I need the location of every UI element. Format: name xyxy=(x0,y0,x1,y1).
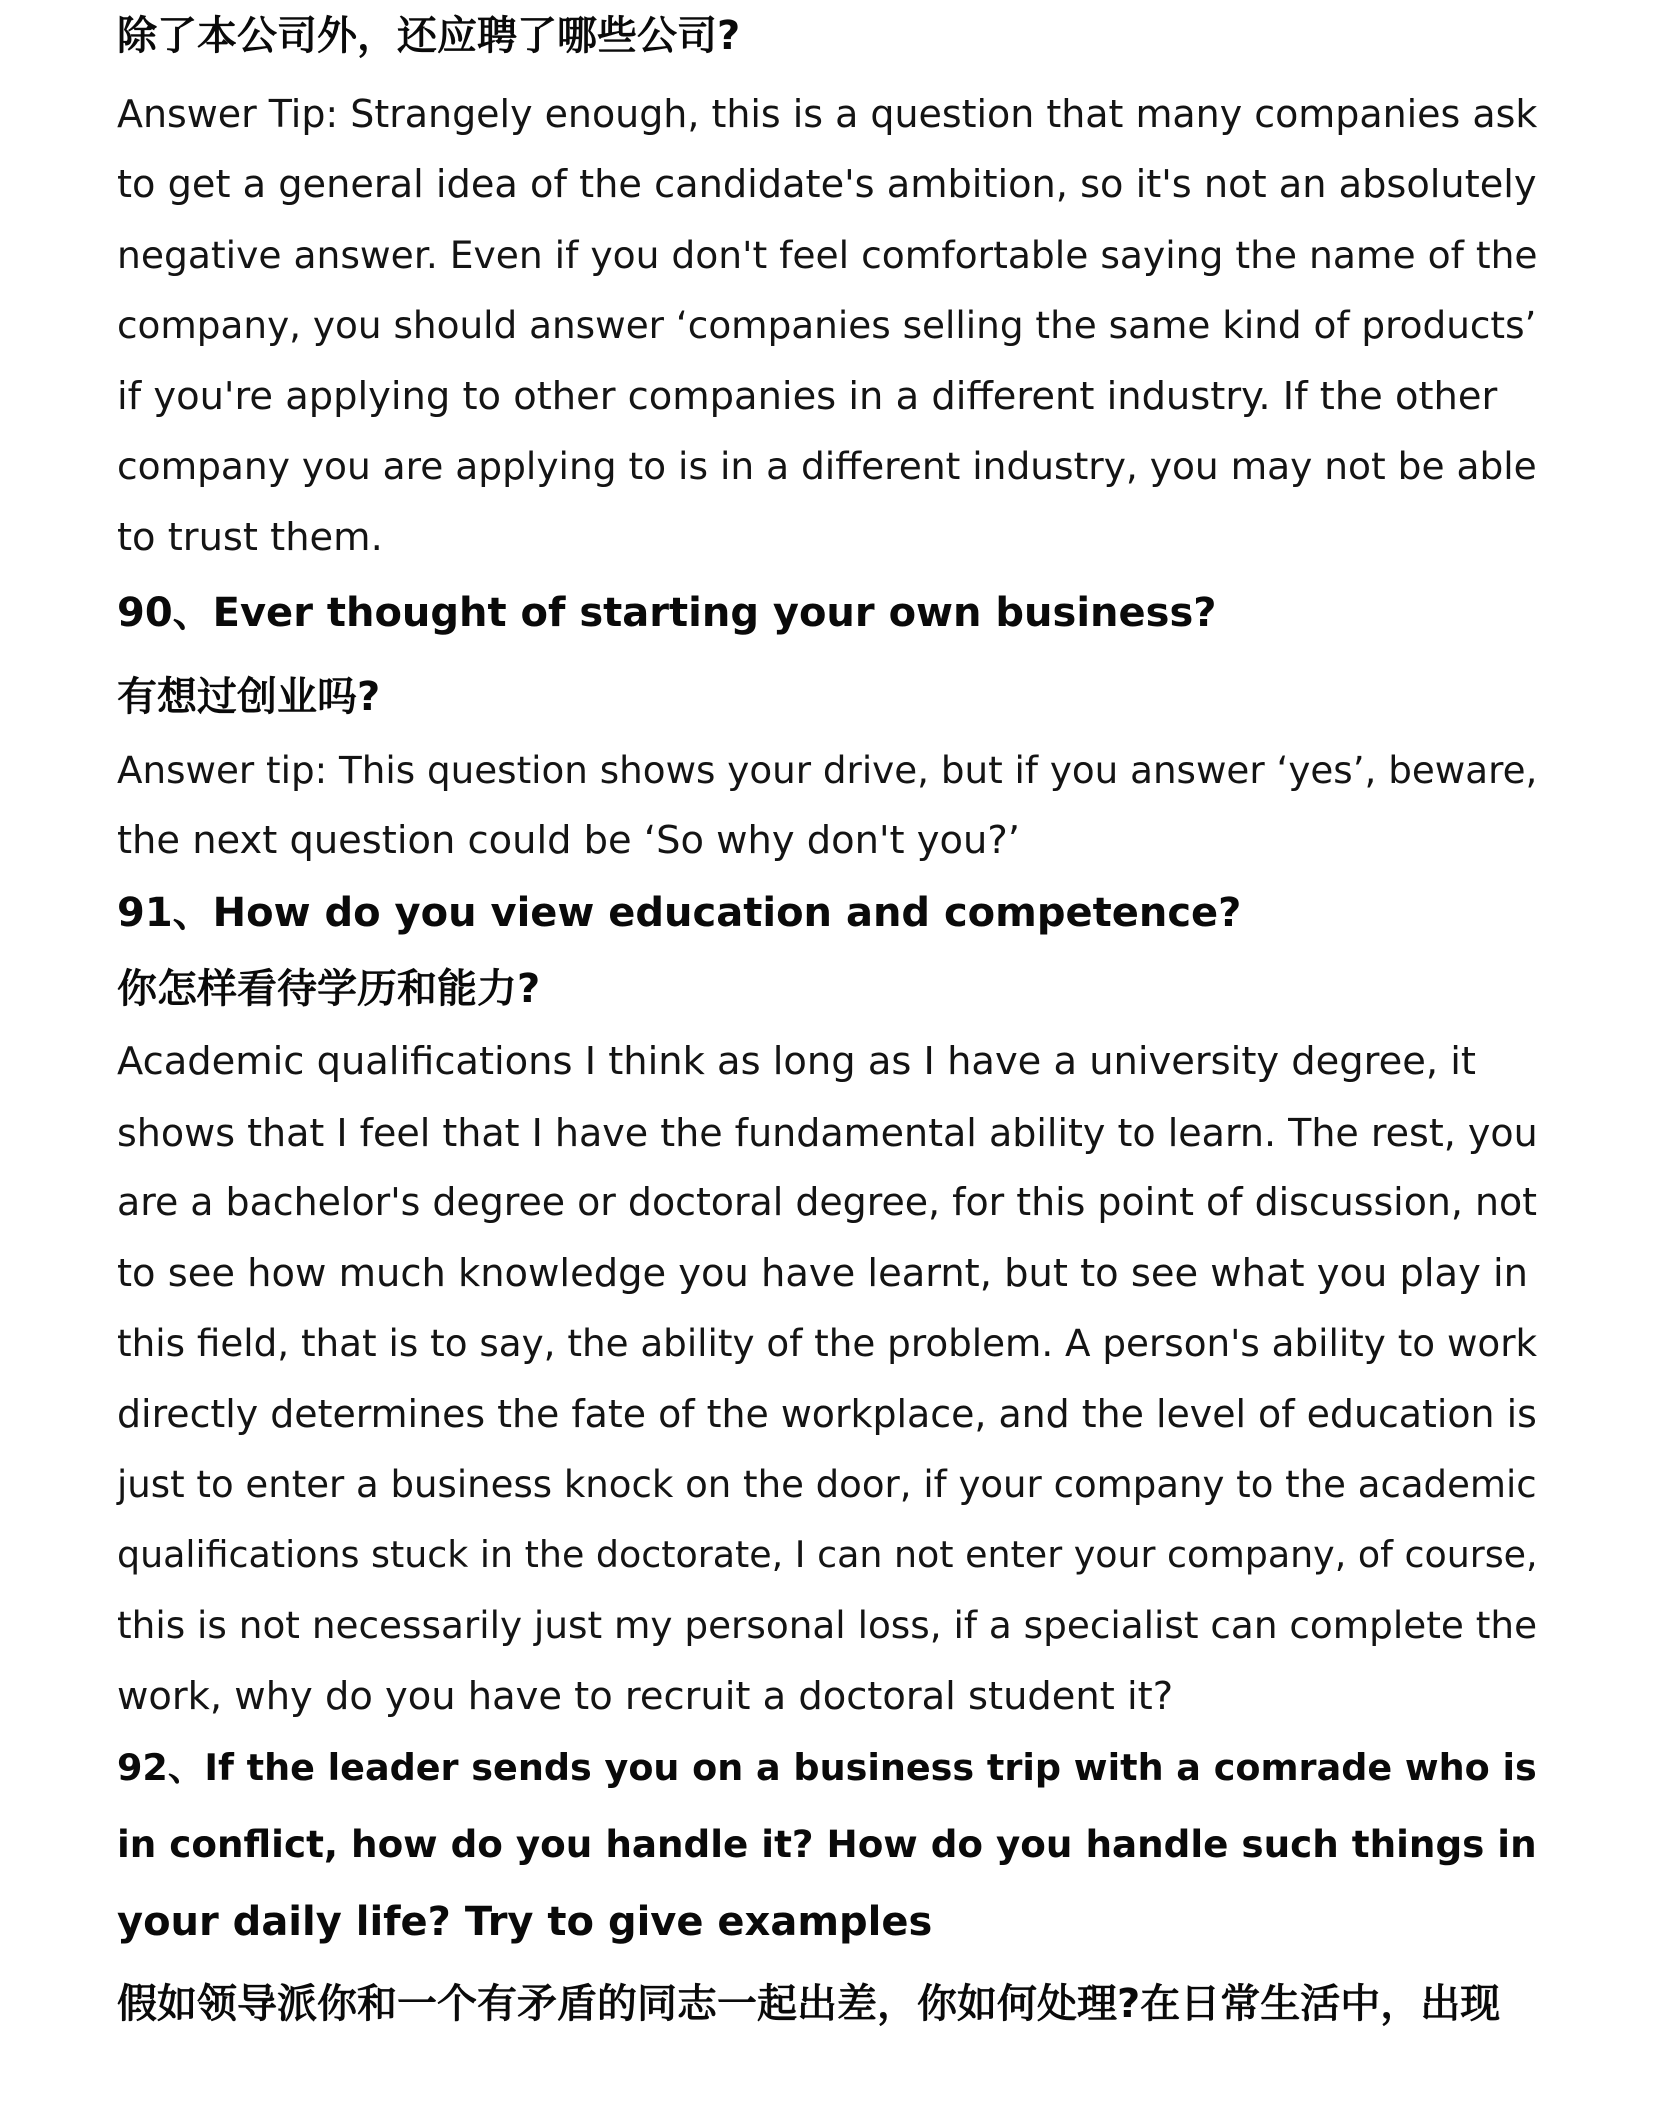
answer-line: if you're applying to other companies in a different industry. If the other xyxy=(117,374,1498,419)
question-title-en: in conflict, how do you handle it? How do you handle such things in xyxy=(117,1822,1537,1866)
answer-line: just to enter a business knock on the door, if your company to the academic xyxy=(117,1463,1537,1506)
answer-line: shows that I feel that I have the fundamental ability to learn. The rest, you xyxy=(117,1111,1538,1155)
answer-line: negative answer. Even if you don't feel comfortable saying the name of the xyxy=(117,233,1538,277)
answer-line: the next question could be ‘So why don't you?’ xyxy=(117,818,1020,863)
question-title-cn: 你怎样看待学历和能力? xyxy=(117,966,541,1012)
answer-line: to see how much knowledge you have learnt, but to see what you play in xyxy=(117,1251,1529,1296)
question-title-en: your daily life? Try to give examples xyxy=(117,1899,933,1945)
question-title-en: 91、How do you view education and competence? xyxy=(117,890,1242,936)
answer-line: Academic qualifications I think as long as I have a university degree, it xyxy=(117,1039,1476,1084)
answer-line: company you are applying to is in a different industry, you may not be able xyxy=(117,444,1537,488)
question-title-cn: 假如领导派你和一个有矛盾的同志一起出差，你如何处理?在日常生活中，出现 xyxy=(117,1981,1501,2027)
question-title-cn: 除了本公司外，还应聘了哪些公司? xyxy=(117,13,741,59)
answer-line: qualifications stuck in the doctorate, I can not enter your company, of course, xyxy=(117,1533,1538,1576)
answer-line: work, why do you have to recruit a doctoral student it? xyxy=(117,1674,1174,1719)
question-title-en: 92、If the leader sends you on a business trip with a comrade who is xyxy=(117,1746,1537,1789)
answer-line: Answer tip: This question shows your drive, but if you answer ‘yes’, beware, xyxy=(117,748,1538,792)
answer-line: are a bachelor's degree or doctoral degree, for this point of discussion, not xyxy=(117,1180,1537,1224)
answer-line: company, you should answer ‘companies selling the same kind of products’ xyxy=(117,303,1537,347)
answer-line: Answer Tip: Strangely enough, this is a question that many companies ask xyxy=(117,92,1538,136)
answer-line: directly determines the fate of the workplace, and the level of education is xyxy=(117,1392,1537,1436)
answer-line: to trust them. xyxy=(117,515,383,560)
answer-line: this field, that is to say, the ability of the problem. A person's ability to work xyxy=(117,1321,1538,1365)
answer-line: this is not necessarily just my personal loss, if a specialist can complete the xyxy=(117,1603,1538,1647)
answer-line: to get a general idea of the candidate's ambition, so it's not an absolutely xyxy=(117,162,1537,207)
question-title-en: 90、Ever thought of starting your own business? xyxy=(117,590,1217,636)
question-title-cn: 有想过创业吗? xyxy=(117,674,381,720)
